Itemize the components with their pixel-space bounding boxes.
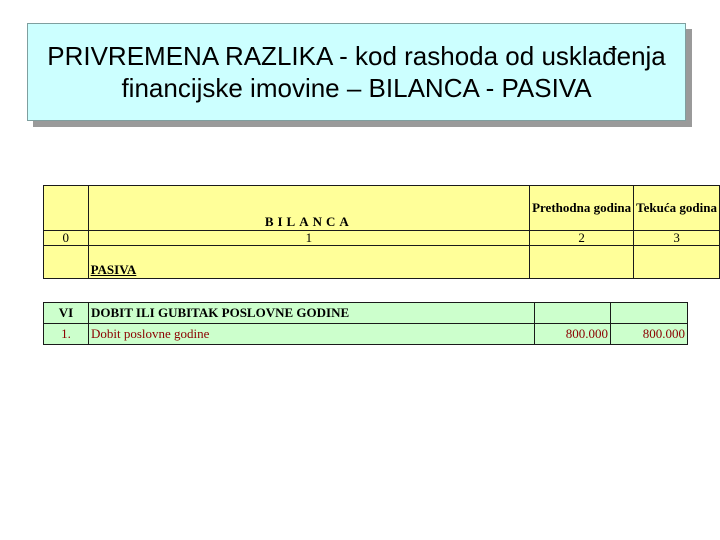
table-row (44, 303, 688, 324)
col-number-3: 3 (634, 231, 720, 246)
section-empty-cell (44, 246, 89, 279)
row-label: DOBIT ILI GUBITAK POSLOVNE GODINE (89, 303, 535, 324)
row-code: 1. (44, 324, 89, 345)
current-year-heading: Tekuća godina (634, 186, 720, 231)
col-number-0: 0 (44, 231, 89, 246)
section-empty-curr (634, 246, 720, 279)
row-code: VI (44, 303, 89, 324)
row-curr-value: 800.000 (611, 324, 688, 345)
row-prev-value: 800.000 (535, 324, 611, 345)
prev-year-heading: Prethodna godina (530, 186, 634, 231)
col-number-1: 1 (88, 231, 530, 246)
row-label: Dobit poslovne godine (89, 324, 535, 345)
section-empty-prev (530, 246, 634, 279)
section-cell (88, 246, 530, 279)
row-prev-value (535, 303, 611, 324)
bilanca-heading: BILANCA (88, 186, 530, 231)
pasiva-label: PASIVA (90, 262, 137, 277)
col-number-2: 2 (530, 231, 634, 246)
slide-title-box (27, 23, 686, 121)
header-empty-cell (44, 186, 89, 231)
table-row (44, 324, 688, 345)
bilanca-header-table (43, 185, 720, 279)
row-curr-value (611, 303, 688, 324)
bilanca-data-table (43, 302, 688, 345)
slide-title: PRIVREMENA RAZLIKA - kod rashoda od usklađenja financijske imovine – BILANCA - PASIVA (47, 41, 666, 103)
